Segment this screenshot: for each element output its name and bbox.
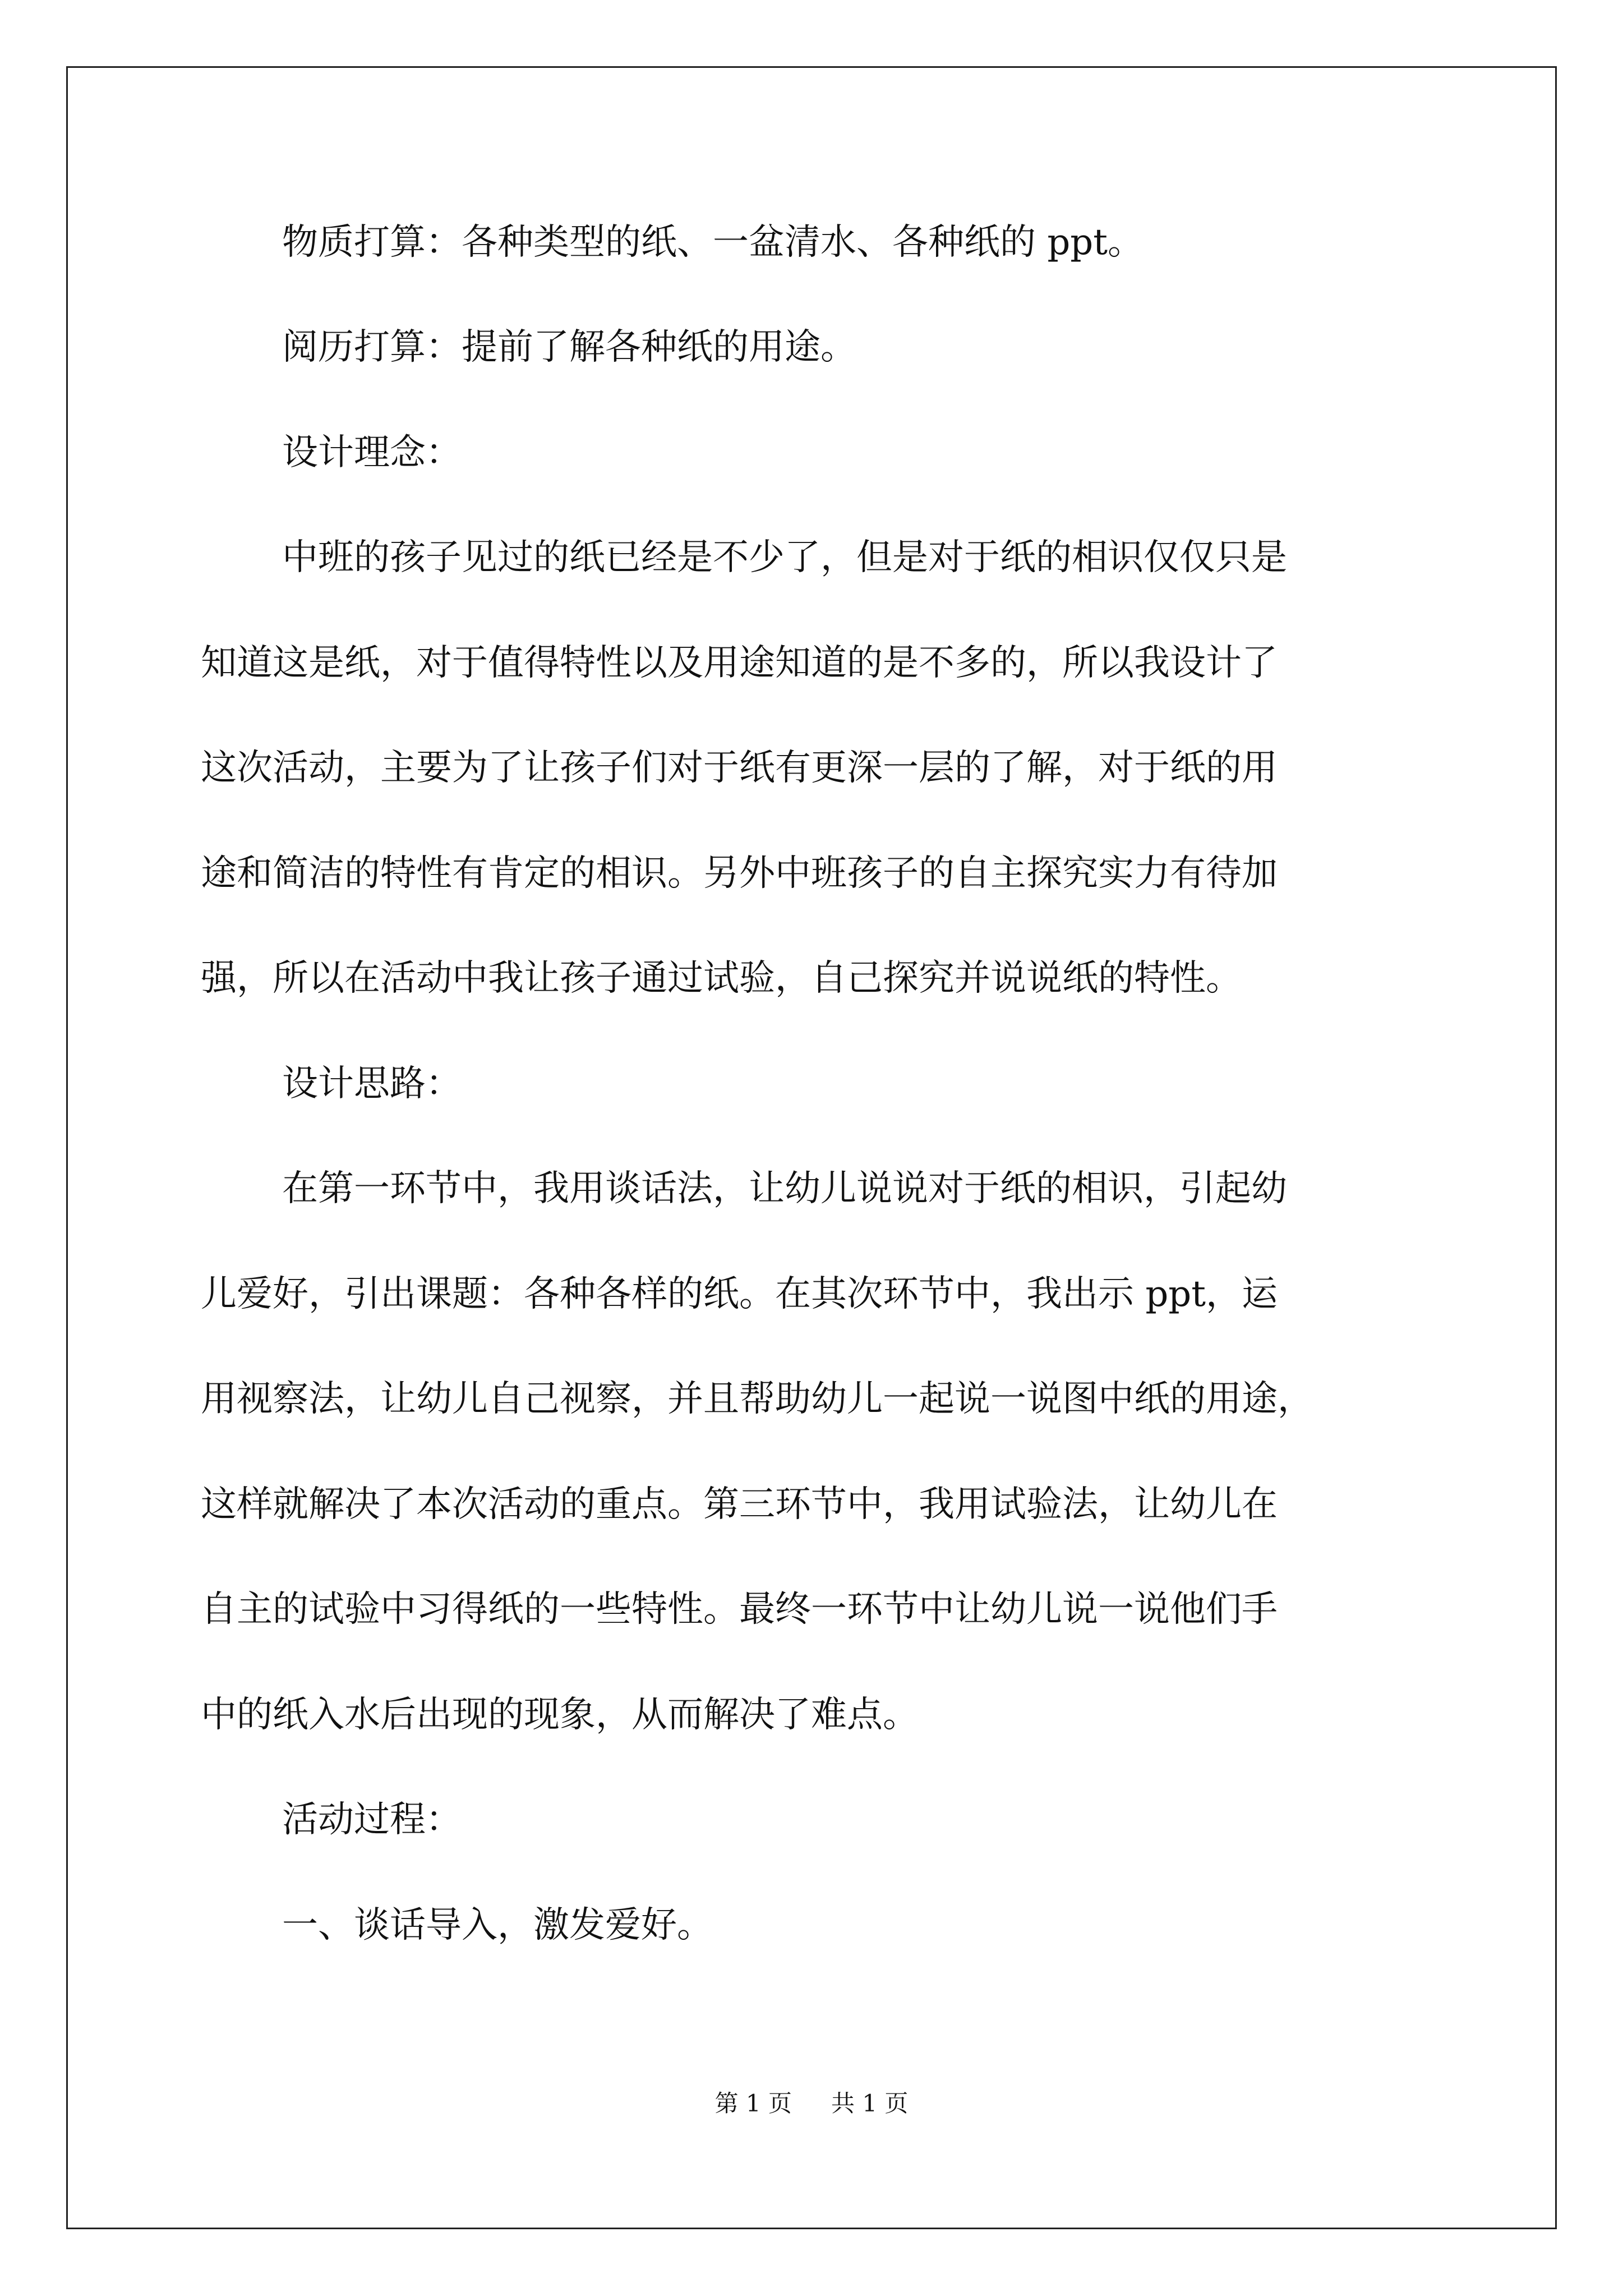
section-heading: 设计思路： — [282, 1063, 462, 1105]
text-line: 物质打算：各种类型的纸、一盆清水、各种纸的 ppt。 — [282, 222, 1144, 263]
text-line: 强，所以在活动中我让孩子通过试验，自己探究并说说纸的特性。 — [201, 958, 1242, 999]
section-heading: 设计理念： — [282, 432, 462, 473]
page-footer — [0, 2090, 1623, 2117]
page-total: 共 1 页 — [831, 2090, 909, 2117]
text-line: 一、谈话导入，激发爱好。 — [282, 1904, 713, 1946]
section-heading: 活动过程： — [282, 1799, 462, 1841]
text-line: 阅历打算：提前了解各种纸的用途。 — [282, 326, 856, 368]
text-line: 用视察法，让幼儿自己视察，并且帮助幼儿一起说一说图中纸的用途， — [201, 1378, 1313, 1420]
page-number: 第 1 页 — [714, 2090, 792, 2117]
text-line: 中的纸入水后出现的现象，从而解决了难点。 — [201, 1694, 919, 1736]
text-line: 在第一环节中，我用谈话法，让幼儿说说对于纸的相识，引起幼 — [282, 1168, 1287, 1209]
text-line: 中班的孩子见过的纸已经是不少了，但是对于纸的相识仅仅只是 — [282, 537, 1287, 578]
text-line: 儿爱好，引出课题：各种各样的纸。在其次环节中，我出示 ppt，运 — [201, 1273, 1278, 1315]
document-body — [201, 222, 1429, 1946]
text-line: 自主的试验中习得纸的一些特性。最终一环节中让幼儿说一说他们手 — [201, 1589, 1278, 1630]
text-line: 这样就解决了本次活动的重点。第三环节中，我用试验法，让幼儿在 — [201, 1484, 1278, 1525]
text-line: 途和简洁的特性有肯定的相识。另外中班孩子的自主探究实力有待加 — [201, 853, 1278, 894]
text-line: 知道这是纸，对于值得特性以及用途知道的是不多的，所以我设计了 — [201, 642, 1278, 684]
text-line: 这次活动，主要为了让孩子们对于纸有更深一层的了解，对于纸的用 — [201, 747, 1278, 789]
